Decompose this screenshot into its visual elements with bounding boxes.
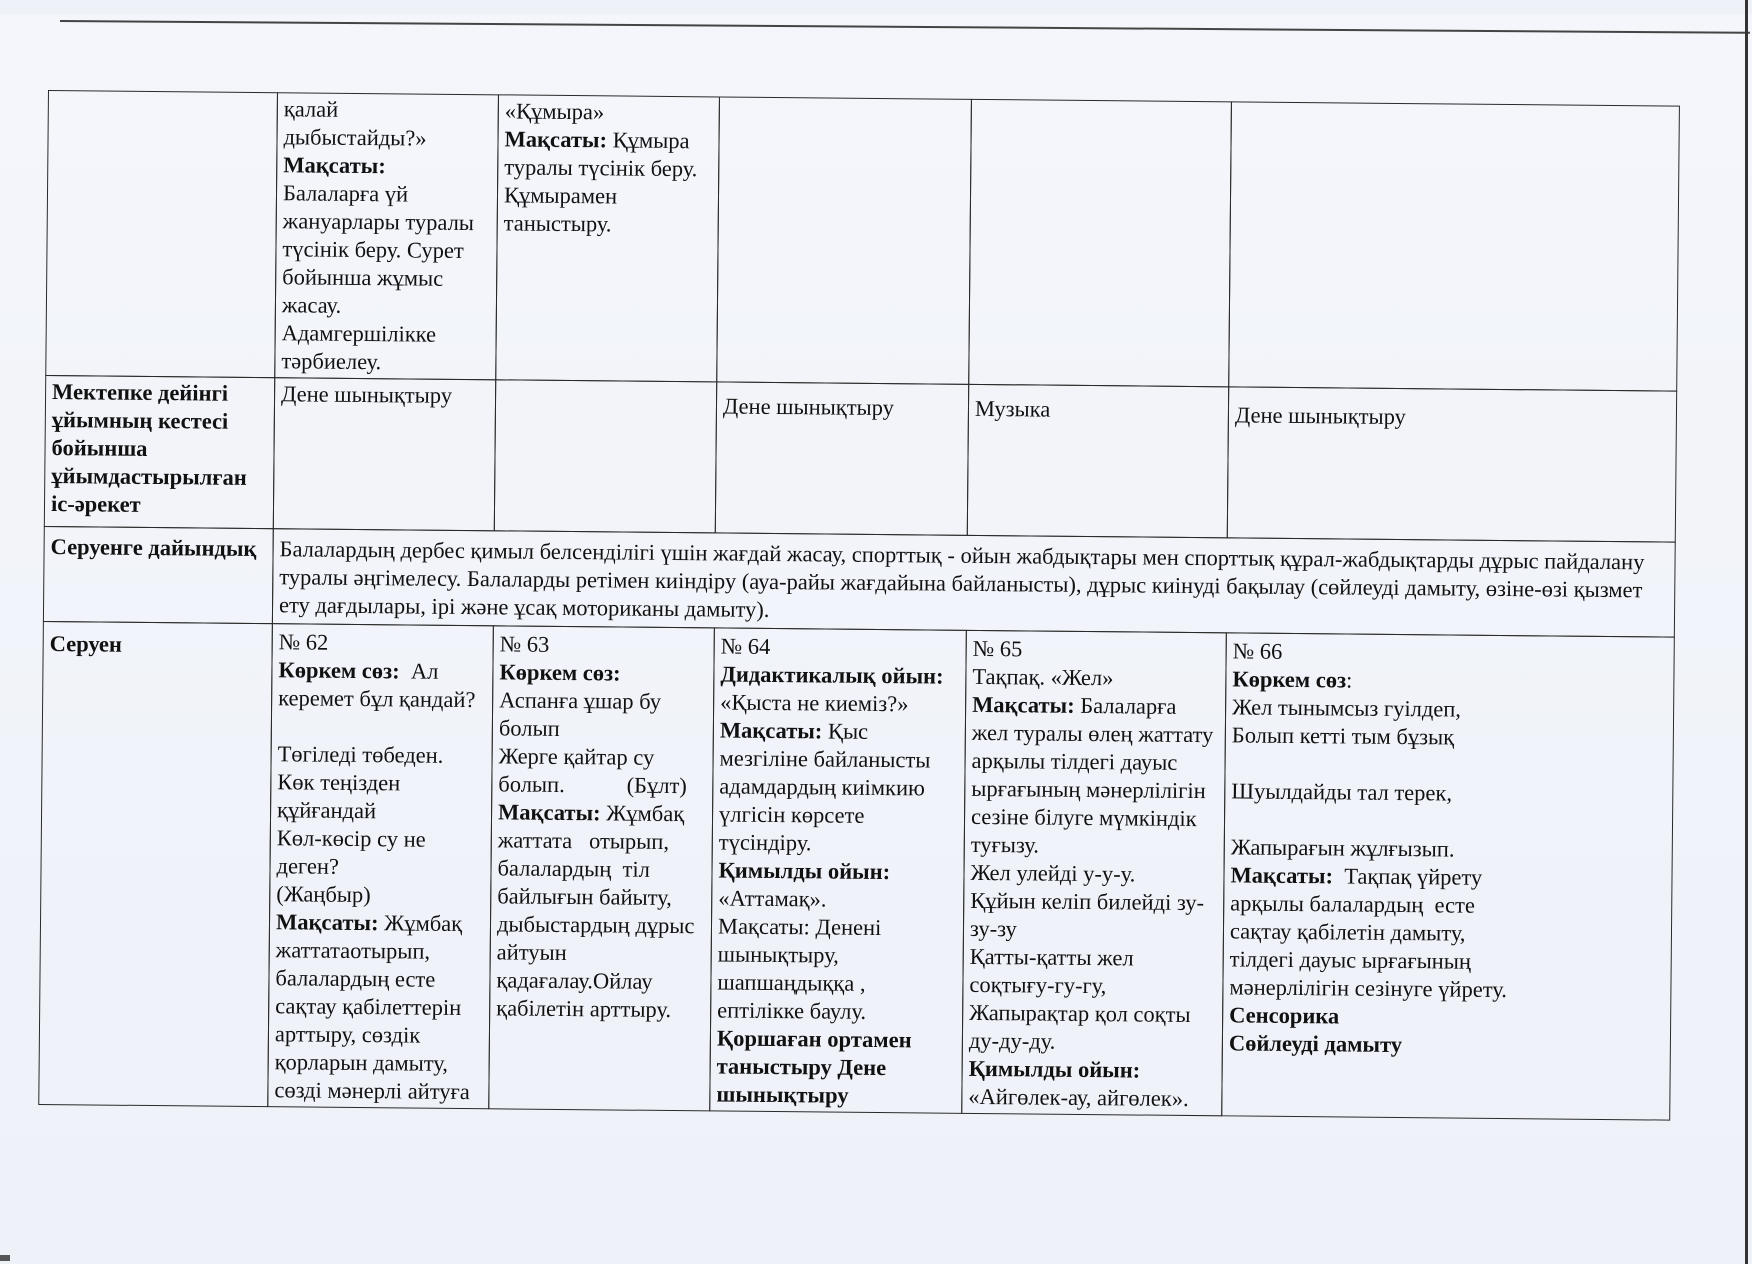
- walk-line: [718, 856, 957, 886]
- plan-table: [37, 90, 1680, 1218]
- top-thursday-cell: [968, 99, 1232, 387]
- walk-line: [276, 852, 484, 882]
- walk-line: [278, 684, 486, 714]
- walk-line: [719, 744, 958, 774]
- walk-line: [497, 938, 705, 968]
- walk-line: [969, 971, 1216, 1001]
- walk-line: [719, 828, 958, 858]
- walk-line-text: Шуылдайды тал терек,: [1231, 778, 1453, 806]
- walk-line-text: Қыс: [822, 718, 869, 744]
- walk-line: [720, 688, 959, 718]
- walk-line-text: мезгіліне байланысты: [719, 745, 931, 773]
- cell-line: тәрбиелеу.: [281, 348, 382, 375]
- walk-line: [499, 714, 707, 744]
- walk-line: [1232, 665, 1667, 697]
- walk-line-bold: Қоршаған ортамен: [716, 1025, 912, 1053]
- walk-line-text: Жұмбақ: [378, 910, 463, 937]
- schedule-wednesday-cell: [715, 381, 969, 535]
- top-tuesday-cell: [495, 94, 720, 382]
- walk-line: [1230, 945, 1665, 977]
- cell-line: түсінік беру. Сурет: [282, 236, 464, 263]
- walk-line-bold: шынықтыру: [716, 1081, 849, 1108]
- walk-tuesday-cell: [488, 625, 715, 1111]
- walk-line-text: Қатты-қатты жел: [969, 943, 1134, 971]
- walk-line-text: Жұмбақ: [600, 800, 685, 827]
- walk-line: [274, 1076, 482, 1106]
- walk-line-text: № 64: [720, 633, 771, 659]
- walk-line-bold: Мақсаты:: [972, 691, 1075, 718]
- prep-text: Балалардың дербес қимыл белсенділігі үшін жағдай жасау, спорттық - ойын жабдықтары мен спорттық құрал-жабдықтарды дұрыс пайдалану туралы әңгімелесу. Балаларды ретімен киіндіру (ауа-райы жағдайына байланысты), дұрыс киінуді бақылау (сөйлеуді дамыту, өзіне-өзі қызмет ету дағдылары, ірі және ұсақ моториканы дамыту).: [278, 536, 1651, 622]
- walk-line: [275, 964, 483, 994]
- cell-line: «Құмыра»: [504, 98, 605, 125]
- walk-line: [500, 630, 708, 660]
- schedule-tuesday: [502, 382, 710, 384]
- prep-text-cell: [272, 528, 1676, 637]
- walk-line: [1232, 693, 1667, 725]
- walk-line-bold: Дидактикалық ойын:: [720, 661, 944, 689]
- walk-line-text: мәнерлілігін сезінуге үйрету.: [1229, 974, 1508, 1003]
- walk-line: [498, 798, 706, 828]
- schedule-monday: Дене шынықтыру: [280, 381, 453, 408]
- walk-line: [969, 1055, 1216, 1085]
- walk-line-text: шынықтыру,: [717, 941, 839, 968]
- walk-line: [970, 915, 1217, 945]
- walk-line-text: № 66: [1232, 638, 1283, 664]
- walk-line-text: жаттата отырып,: [497, 827, 670, 854]
- walk-line: [717, 1024, 956, 1054]
- walk-line-text: болып. (Бұлт): [498, 771, 687, 799]
- walk-line-text: балалардың есте: [275, 965, 436, 992]
- walk-line-text: байлығын байыту,: [497, 883, 672, 911]
- walk-line: [1230, 889, 1665, 921]
- walk-line: [496, 994, 704, 1024]
- walk-line-text: (Жаңбыр): [276, 881, 371, 908]
- top-friday-cell: [1228, 101, 1680, 391]
- walk-line: [718, 884, 957, 914]
- cell-line: қалай: [283, 96, 339, 122]
- walk-line-bold: Сенсорика: [1229, 1002, 1340, 1029]
- walk-line: [498, 742, 706, 772]
- walk-line: [969, 999, 1216, 1029]
- walk-line-text: Жел тынымсыз гуілдеп,: [1232, 694, 1462, 722]
- walk-friday-cell: [1221, 632, 1675, 1120]
- walk-line: [277, 824, 485, 854]
- schedule-label-cell: [44, 375, 275, 529]
- walk-line: [1231, 777, 1666, 809]
- walk-line-bold: Қимылды ойын:: [968, 1055, 1141, 1083]
- cell-line: Құмырамен: [503, 182, 618, 209]
- walk-line-text: ду-ду-ду.: [968, 1027, 1056, 1054]
- walk-line-text: Көк теңізден: [277, 769, 401, 796]
- walk-line: [972, 691, 1219, 721]
- schedule-tuesday-cell: [494, 379, 717, 533]
- walk-line-text: адамдардың киімкию: [719, 773, 925, 801]
- walk-line-text: дыбыстардың дұрыс: [496, 911, 695, 939]
- walk-line: [497, 854, 705, 884]
- walk-thursday-cell: [961, 630, 1227, 1116]
- walk-line-text: керемет бұл қандай?: [278, 685, 476, 713]
- prep-label-cell: [43, 526, 274, 624]
- cell-line: дыбыстайды?»: [283, 124, 427, 151]
- walk-line: [1230, 917, 1665, 949]
- walk-line: [276, 936, 484, 966]
- walk-line-text: Көл-көсір су не: [276, 825, 426, 852]
- walk-line-bold: Мақсаты:: [719, 717, 823, 744]
- walk-line: [972, 719, 1219, 749]
- walk-line-text: Тақпақ. «Жел»: [972, 663, 1114, 691]
- walk-line-text: Аспанға ұшар бу: [499, 687, 662, 714]
- walk-line-text: сезіне білуге мүмкіндік: [970, 803, 1197, 832]
- walk-line-text: қорларын дамыту,: [274, 1049, 449, 1076]
- page-right-edge: [1745, 0, 1748, 1264]
- walk-line-text: деген?: [276, 853, 340, 879]
- walk-line: [496, 966, 704, 996]
- walk-line-text: Жапырағын жұлғызып.: [1230, 834, 1455, 862]
- walk-line: [970, 887, 1217, 917]
- walk-line-text: Төгіледі төбеден.: [277, 741, 444, 768]
- walk-line: [718, 940, 957, 970]
- walk-line-text: сөзді мәнерлі айтуға: [274, 1077, 470, 1105]
- walk-line-text: арқылы балалардың есте: [1230, 890, 1476, 918]
- walk-line-text: сақтау қабілетін дамыту,: [1229, 918, 1466, 946]
- walk-line-text: сақтау қабілеттерін: [275, 993, 462, 1021]
- walk-line: [275, 1020, 483, 1050]
- walk-line: [1231, 833, 1666, 865]
- walk-line: [276, 908, 484, 938]
- walk-line: [278, 712, 486, 742]
- schedule-thursday-cell: [967, 384, 1229, 538]
- walk-line-text: :: [1345, 667, 1353, 693]
- walk-line: [719, 772, 958, 802]
- walk-line: [971, 831, 1218, 861]
- schedule-friday: Дене шынықтыру: [1234, 402, 1407, 430]
- walk-line-text: № 62: [278, 629, 329, 655]
- walk-line: [716, 1080, 955, 1110]
- walk-line-text: Жапырақтар қол соқты: [969, 999, 1191, 1028]
- walk-line: [276, 880, 484, 910]
- schedule-thursday: Музыка: [974, 395, 1051, 422]
- walk-line: [717, 1052, 956, 1082]
- walk-line-bold: Мақсаты:: [1230, 862, 1334, 889]
- walk-line-text: балалардың тіл: [497, 855, 651, 882]
- walk-line-text: болып: [498, 715, 560, 741]
- walk-line: [497, 910, 705, 940]
- walk-line: [498, 826, 706, 856]
- walk-line-bold: Көркем сөз:: [278, 657, 400, 684]
- cell-line: Балаларға үй: [282, 180, 409, 207]
- walk-line: [968, 1083, 1215, 1113]
- walk-line-text: арқылы тілдегі дауыс: [971, 747, 1178, 775]
- walk-line-text: ептілікке баулу.: [717, 997, 867, 1024]
- walk-label: Серуен: [49, 631, 123, 657]
- walk-line-text: жел туралы өлең жаттату: [971, 719, 1214, 748]
- walk-line-text: ырғағының мәнерлілігін: [971, 775, 1206, 804]
- schedule-wednesday: Дене шынықтыру: [722, 393, 895, 421]
- walk-wednesday-cell: [709, 627, 967, 1113]
- cell-line: туралы түсінік беру.: [504, 154, 698, 182]
- walk-line: [972, 663, 1219, 693]
- walk-line: [970, 859, 1217, 889]
- walk-line: [278, 656, 486, 686]
- walk-line: [720, 660, 959, 690]
- cell-line: Мақсаты:: [283, 152, 386, 179]
- cell-line: бойынша жұмыс: [282, 264, 444, 291]
- walk-line-text: соқтығу-гу-гу,: [969, 971, 1107, 999]
- walk-line-text: жаттатаотырып,: [275, 937, 431, 964]
- walk-line: [278, 740, 486, 770]
- walk-line-text: құйғандай: [276, 797, 377, 824]
- top-label-cell: [45, 90, 278, 378]
- walk-line: [1230, 861, 1665, 893]
- walk-line-text: Құйын келіп билейді зу-: [970, 887, 1205, 916]
- page-corner-mark: [0, 1255, 10, 1261]
- walk-line-text: [1231, 806, 1237, 831]
- cell-line: жануарлары туралы: [282, 208, 475, 236]
- walk-line: [1231, 749, 1666, 781]
- walk-line: [1229, 973, 1664, 1005]
- walk-line-text: зу-зу: [969, 915, 1017, 942]
- walk-line: [971, 775, 1218, 805]
- walk-line-text: шапшаңдыққа ,: [717, 969, 866, 996]
- walk-line-text: «Айгөлек-ау, айгөлек».: [968, 1083, 1189, 1111]
- walk-line-text: Мақсаты: Денені: [717, 913, 882, 941]
- walk-line-bold: Сөйлеуді дамыту: [1228, 1030, 1403, 1058]
- walk-line: [1233, 637, 1668, 669]
- walk-line: [717, 968, 956, 998]
- walk-line-text: үлгісін көрсете: [718, 801, 865, 828]
- schedule-label: Мектепке дейінгі ұйымның кестесі бойынша ұйымдастырылған іс-әрекет: [50, 379, 253, 517]
- walk-monday-cell: [267, 623, 494, 1109]
- walk-line: [498, 770, 706, 800]
- walk-line-text: [278, 713, 284, 738]
- walk-line: [279, 628, 487, 658]
- walk-line-text: Балаларға: [1074, 692, 1177, 719]
- walk-line: [971, 803, 1218, 833]
- walk-line: [497, 882, 705, 912]
- walk-line-bold: таныстыру Дене: [716, 1053, 887, 1081]
- walk-line-text: «Аттамақ».: [718, 885, 827, 912]
- walk-line-text: туғызу.: [970, 831, 1040, 858]
- top-monday-cell: [274, 92, 499, 380]
- walk-line-text: Жел улейді у-у-у.: [970, 859, 1136, 887]
- walk-line-text: Жерге қайтар су: [498, 743, 655, 770]
- top-wednesday-cell: [716, 96, 972, 384]
- walk-line-text: Тақпақ үйрету: [1332, 863, 1483, 890]
- prep-label: Серуенге дайындық: [50, 534, 257, 562]
- walk-line: [277, 768, 485, 798]
- schedule-monday-cell: [273, 377, 496, 531]
- walk-line-text: Ал: [399, 658, 439, 684]
- walk-line: [1229, 1029, 1664, 1061]
- walk-line: [971, 747, 1218, 777]
- cell-line-text: Құмыра: [606, 127, 690, 154]
- walk-line: [717, 996, 956, 1026]
- walk-line: [1232, 721, 1667, 753]
- walk-line: [277, 796, 485, 826]
- walk-line-text: қабілетін арттыру.: [496, 995, 672, 1023]
- walk-line-text: № 63: [499, 631, 550, 657]
- walk-line-text: [1231, 750, 1237, 775]
- walk-line-text: қадағалау.Ойлау: [496, 967, 653, 994]
- walk-line: [973, 635, 1220, 665]
- walk-line: [1231, 805, 1666, 837]
- cell-line: Адамгершілікке: [281, 320, 437, 347]
- walk-line: [499, 658, 707, 688]
- walk-line-text: тілдегі дауыс ырғағының: [1229, 946, 1472, 974]
- schedule-friday-cell: [1227, 386, 1677, 542]
- walk-line-text: Болып кетті тым бұзық: [1231, 722, 1455, 750]
- walk-line-text: «Қыста не киеміз?»: [720, 689, 909, 717]
- walk-line: [969, 1027, 1216, 1057]
- cell-line: таныстыру.: [503, 210, 612, 237]
- walk-line-text: арттыру, сөздік: [274, 1021, 421, 1048]
- walk-line: [1229, 1001, 1664, 1033]
- walk-line: [970, 943, 1217, 973]
- walk-line: [718, 912, 957, 942]
- walk-line-bold: Көркем сөз: [1232, 666, 1347, 693]
- walk-line: [275, 1048, 483, 1078]
- walk-line: [499, 686, 707, 716]
- walk-line: [721, 632, 960, 662]
- cell-line: жасау.: [281, 292, 342, 318]
- walk-line: [275, 992, 483, 1022]
- walk-line-bold: Қимылды ойын:: [718, 857, 891, 885]
- walk-line-text: айтуын: [496, 939, 567, 966]
- cell-line-bold: Мақсаты:: [504, 126, 608, 153]
- walk-line-text: № 65: [972, 635, 1023, 662]
- walk-label-cell: [38, 621, 273, 1107]
- walk-line-bold: Мақсаты:: [497, 799, 601, 826]
- walk-line: [720, 716, 959, 746]
- walk-line-bold: Мақсаты:: [275, 909, 379, 936]
- cell-line: [504, 125, 712, 155]
- walk-line-text: түсіндіру.: [718, 829, 812, 856]
- walk-line: [719, 800, 958, 830]
- walk-line-bold: Көркем сөз:: [499, 659, 621, 686]
